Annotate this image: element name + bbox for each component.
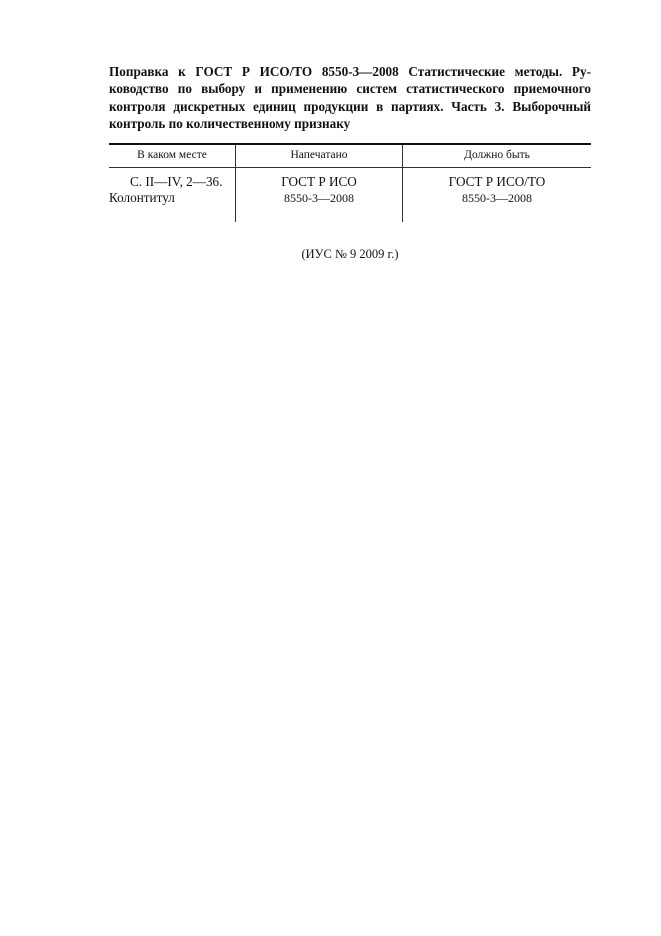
table-top-rule bbox=[109, 143, 591, 145]
column-header-should-be: Должно быть bbox=[464, 149, 530, 161]
table-cell-should-be bbox=[403, 174, 591, 206]
cell-line: С. II—IV, 2—36. bbox=[130, 174, 223, 189]
cell-line: ГОСТ Р ИСО/ТО bbox=[448, 174, 546, 189]
cell-line: 8550-3—2008 bbox=[462, 191, 532, 205]
amendment-heading: Поправка к ГОСТ Р ИСО/ТО 8550-3—2008 Статистические методы. Руководство по выбору и применению систем статистического приемочного контроля дискретных единиц продукции в партиях. Часть 3. Выборочный контроль по количественному признаку bbox=[109, 64, 591, 131]
cell-line: Колонтитул bbox=[109, 190, 175, 205]
cell-line: 8550-3—2008 bbox=[284, 191, 354, 205]
cell-line: ГОСТ Р ИСО bbox=[281, 174, 357, 189]
corrections-table bbox=[109, 143, 591, 222]
table-header-rule bbox=[109, 167, 591, 168]
table-cell-printed bbox=[236, 174, 402, 206]
table-cell-where bbox=[109, 174, 231, 206]
column-header-printed: Напечатано bbox=[290, 149, 348, 161]
column-header-where: В каком месте bbox=[137, 149, 207, 161]
source-reference: (ИУС № 9 2009 г.) bbox=[301, 247, 399, 261]
